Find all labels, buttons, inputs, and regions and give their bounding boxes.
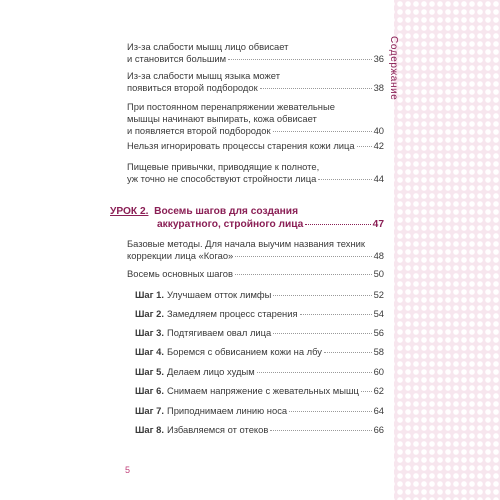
step-label: Шаг 6. [135,385,164,396]
toc-step-entry: Шаг 1. Улучшаем отток лимфы 52 [135,289,384,300]
leader-dots [273,295,371,296]
step-label: Шаг 1. [135,289,164,300]
step-label: Шаг 7. [135,405,164,416]
leader-dots [235,274,372,275]
toc-step-entry: Шаг 4. Боремся с обвисанием кожи на лбу 58 [135,346,384,357]
step-label: Шаг 4. [135,346,164,357]
leader-dots [260,88,372,89]
step-label: Шаг 5. [135,366,164,377]
toc-entry: Базовые методы. Для начала выучим названия техник коррекции лица «Когао» 48 [127,238,384,261]
lesson-label: УРОК 2. [110,206,149,217]
step-label: Шаг 2. [135,308,164,319]
leader-dots [324,352,372,353]
sidebar-title: Содержание [388,36,399,101]
toc-entry: Пищевые привычки, приводящие к полноте, уж точно не способствуют стройности лица 44 [127,161,384,184]
leader-dots [273,131,372,132]
page-ref: 36 [373,53,384,64]
page-ref: 42 [373,140,384,151]
decorative-dot-sidebar [388,0,500,500]
page-ref: 58 [373,346,384,357]
leader-dots [257,372,372,373]
leader-dots [361,391,372,392]
leader-dots [305,224,370,225]
toc-step-entry: Шаг 6. Снимаем напряжение с жевательных мышц 62 [135,385,384,396]
leader-dots [235,256,371,257]
toc-step-entry: Шаг 5. Делаем лицо худым 60 [135,366,384,377]
page-ref: 50 [373,268,384,279]
page-ref: 62 [373,385,384,396]
page-ref: 52 [373,289,384,300]
step-label: Шаг 8. [135,424,164,435]
toc-entry: При постоянном перенапряжении жевательные мышцы начинают выпирать, кожа обвисает и появляется второй подбородок 40 [127,101,384,136]
lesson-heading: УРОК 2. Восемь шагов для создания аккуратного, стройного лица 47 [110,206,384,230]
page-ref: 56 [373,327,384,338]
toc-step-entry: Шаг 2. Замедляем процесс старения 54 [135,308,384,319]
step-label: Шаг 3. [135,327,164,338]
page-ref: 40 [373,125,384,136]
leader-dots [318,179,371,180]
page-ref: 47 [372,219,384,230]
toc-step-entry: Шаг 7. Приподнимаем линию носа 64 [135,405,384,416]
toc-step-entry: Шаг 8. Избавляемся от отеков 66 [135,424,384,435]
page-ref: 60 [373,366,384,377]
toc-entry: Из-за слабости мышц языка может появиться второй подбородок 38 [127,70,384,93]
page-ref: 38 [373,82,384,93]
page-ref: 44 [373,173,384,184]
toc-entry: Восемь основных шагов 50 [127,268,384,279]
toc-step-entry: Шаг 3. Подтягиваем овал лица 56 [135,327,384,338]
leader-dots [300,314,372,315]
leader-dots [289,411,371,412]
leader-dots [270,430,371,431]
page-ref: 48 [373,250,384,261]
page-ref: 54 [373,308,384,319]
leader-dots [273,333,371,334]
page-ref: 66 [373,424,384,435]
leader-dots [228,59,372,60]
page-number: 5 [125,465,131,475]
toc-entry: Из-за слабости мышц лицо обвисает и становится большим 36 [127,41,384,64]
leader-dots [357,146,372,147]
toc-entry: Нельзя игнорировать процессы старения кожи лица 42 [127,140,384,151]
page-ref: 64 [373,405,384,416]
